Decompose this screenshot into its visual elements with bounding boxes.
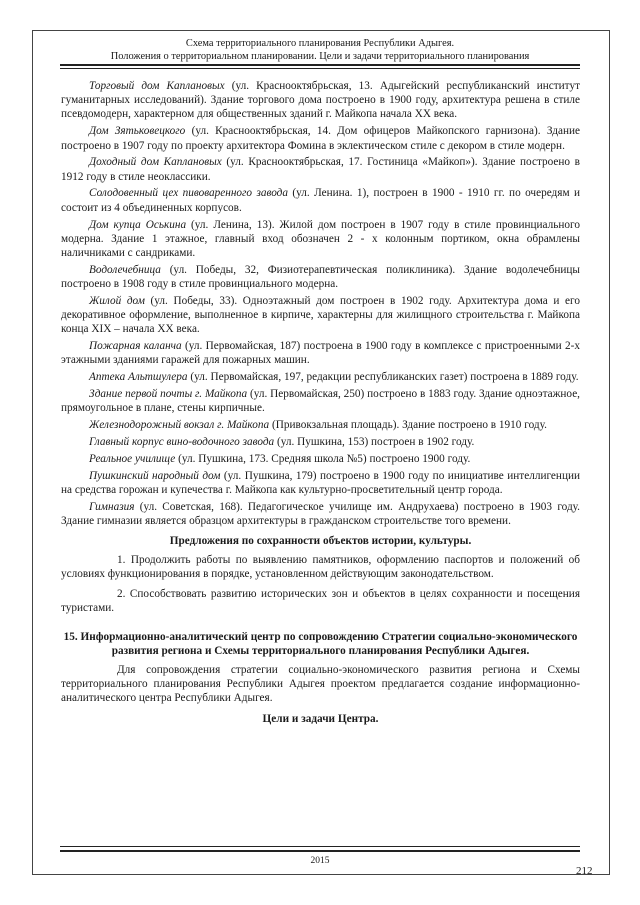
header-subtitle: Положения о территориальном планировании. Цели и задачи территориального планирования bbox=[110, 50, 530, 62]
paragraph bbox=[61, 452, 580, 466]
paragraph bbox=[61, 387, 580, 415]
object-name: Солодовенный цех пивоваренного завода bbox=[89, 187, 288, 200]
header-title: Схема территориального планирования Республики Адыгея. bbox=[185, 38, 455, 49]
object-name: Здание первой почты г. Майкопа bbox=[89, 388, 248, 401]
paragraph bbox=[61, 435, 580, 449]
proposals-heading: Предложения по сохранности объектов истории, культуры. bbox=[169, 534, 472, 547]
paragraph bbox=[61, 339, 580, 367]
paragraph bbox=[61, 500, 580, 528]
goals-heading: Цели и задачи Центра. bbox=[262, 712, 379, 725]
section-heading: 15. Информационно-аналитический центр по сопровождению Стратегии социально-экономического развития региона и Схемы территориального планирования Республики Адыгея. bbox=[63, 630, 578, 657]
paragraph bbox=[61, 186, 580, 214]
object-name: Жилой дом bbox=[89, 294, 145, 307]
paragraph-text: (ул. Ленина. 1), построен в 1900 - 1910 гг. по очередям и состоит из 4 объединенных корпусов. bbox=[61, 187, 580, 214]
paragraph bbox=[61, 218, 580, 261]
paragraph bbox=[61, 155, 580, 183]
paragraph bbox=[61, 370, 580, 384]
object-name: Реальное училище bbox=[89, 453, 176, 466]
paragraph-text: (ул. Краснооктябрьская, 14. Дом офицеров Майкопского гарнизона). Здание построено в 1907 году по проекту архитектора Фомина в эклектическом стиле с декором в стиле модерн. bbox=[61, 125, 580, 152]
paragraph-text: (ул. Пушкина, 173. Средняя школа №5) построено 1900 году. bbox=[175, 453, 471, 466]
object-name: Дом купца Оськина bbox=[89, 218, 187, 231]
object-name: Аптека Альтшулера bbox=[89, 371, 188, 384]
paragraph bbox=[61, 469, 580, 497]
paragraph bbox=[61, 418, 580, 432]
object-name: Железнодорожный вокзал г. Майкопа bbox=[89, 419, 270, 432]
paragraph-text: (ул. Краснооктябрьская, 17. Гостиница «Майкоп»). Здание построено в 1912 году в стиле неоклассики. bbox=[61, 156, 580, 183]
paragraph-text: (ул. Победы, 32, Физиотерапевтическая поликлиника). Здание водолечебницы построено в 1908 году в стиле провинциального модерна. bbox=[61, 263, 580, 291]
object-name: Доходный дом Каплановых bbox=[89, 156, 222, 169]
object-name: Пожарная каланча bbox=[89, 340, 182, 353]
paragraph-text: (ул. Первомайская, 197, редакции республиканских газет) построена в 1889 году. bbox=[187, 371, 579, 384]
paragraph-text: (ул. Победы, 33). Одноэтажный дом построен в 1902 году. Архитектура дома и его декоративное оформление, выполненное в кирпиче, характерны для жилищного строительства г. Майкопа конца XIX – начала XX века. bbox=[61, 294, 580, 336]
paragraph-text: (ул. Первомайская, 250) построено в 1883 году. Здание одноэтажное, прямоугольное в плане, стены кирпичные. bbox=[61, 388, 580, 415]
paragraph-text: (ул. Первомайская, 187) построена в 1900 году в комплексе с пристроенными 2-х этажными зданиями гаражей для пожарных машин. bbox=[61, 340, 580, 367]
paragraph-text: (ул. Пушкина, 179) построено в 1900 году по инициативе интеллигенции на средства горожан и купечества г. Майкопа как культурно-просветительный центр города. bbox=[61, 470, 581, 497]
header-rule-thin bbox=[60, 68, 580, 69]
object-name: Дом Зятьковецкого bbox=[89, 125, 186, 138]
proposal-item: 1. Продолжить работы по выявлению памятников, оформлению паспортов и положений об условиях функционирования в порядке, установленном действующим законодательством. bbox=[61, 553, 580, 580]
paragraph bbox=[61, 263, 580, 291]
footer-rule bbox=[60, 850, 580, 852]
header-rule bbox=[60, 64, 580, 66]
object-name: Водолечебница bbox=[89, 263, 161, 276]
paragraph-text: (ул. Пушкина, 153) построен в 1902 году. bbox=[274, 436, 475, 449]
page-number: 212 bbox=[576, 865, 593, 877]
section-paragraph: Для сопровождения стратегии социально-экономического развития региона и Схемы территориального планирования Республики Адыгея проектом предлагается создание информационно-аналитического центра Республики Адыгея. bbox=[61, 663, 580, 705]
running-header bbox=[60, 38, 580, 63]
object-name: Гимназия bbox=[89, 501, 135, 514]
object-name: Главный корпус вино-водочного завода bbox=[89, 436, 275, 449]
document-body bbox=[61, 79, 580, 731]
paragraph bbox=[61, 124, 580, 152]
object-name: Пушкинский народный дом bbox=[89, 470, 221, 483]
object-name: Торговый дом Каплановых bbox=[89, 80, 225, 92]
paragraph-text: (ул. Ленина, 13). Жилой дом построен в 1907 году в стиле провинциального модерна. Здание 1 этажное, главный вход обозначен 2 - х колонным портиком, окна обрамлены наличниками с сандриками. bbox=[61, 218, 580, 259]
footer-rule-thin bbox=[60, 846, 580, 847]
paragraph-text: (Привокзальная площадь). Здание построено в 1910 году. bbox=[269, 419, 547, 432]
proposal-item: 2. Способствовать развитию исторических зон и объектов в целях сохранности и посещения туристами. bbox=[61, 588, 580, 615]
paragraph bbox=[61, 294, 580, 337]
footer-year: 2015 bbox=[310, 856, 330, 866]
paragraph bbox=[61, 79, 580, 122]
paragraph-text: (ул. Советская, 168). Педагогическое училище им. Андрухаева) построено в 1903 году. Здание гимназии является образцом архитектуры в гражданском строительстве того времени. bbox=[61, 501, 580, 528]
paragraph-text: (ул. Краснооктябрьская, 13. Адыгейский республиканский институт гуманитарных исследований). Здание торгового дома построено в 1900 году, архитектура решена в стиле псевдомодерн, характерном для общественных зданий г. Майкопа начала XX века. bbox=[61, 80, 580, 121]
